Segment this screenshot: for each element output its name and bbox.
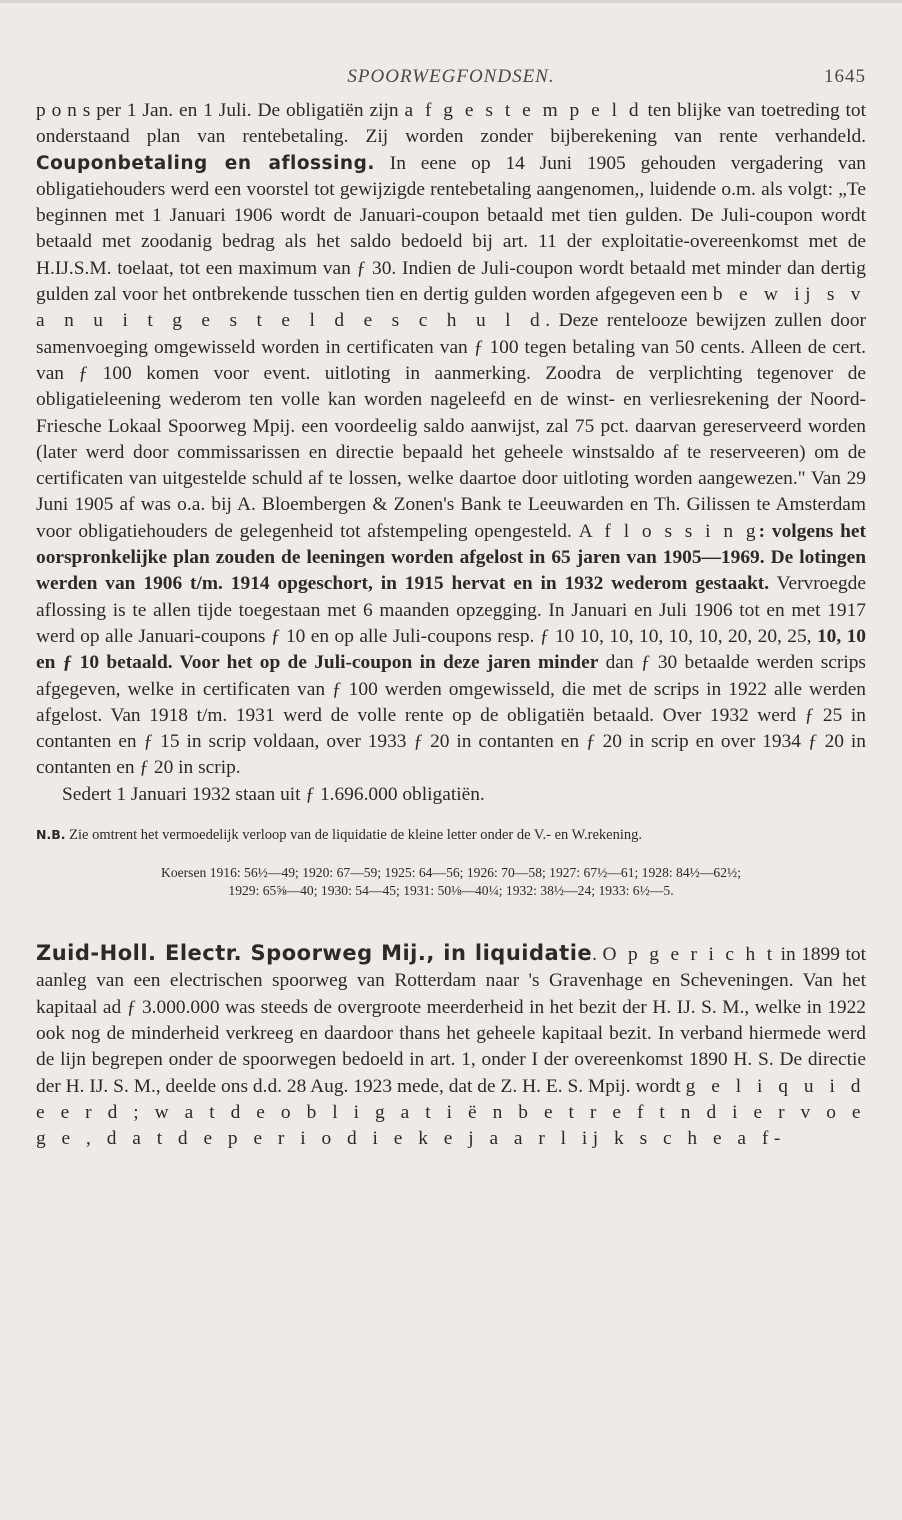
top-border — [0, 0, 902, 3]
text-run: ten blijke van toetreding tot onderstaand plan van rentebetaling. Zij worden zonder bijberekening van rente verhandeld. — [36, 100, 867, 148]
section-paragraph-main — [36, 98, 866, 782]
spaced-emphasis-aflossing: A f l o s s i n g — [578, 520, 759, 542]
koersen-line: 1929: 65⅝—40; 1930: 54—45; 1931: 50⅛—40¼; 1932: 38½—24; 1933: 6½—5. — [228, 883, 674, 899]
subheading-coupon: Couponbetaling en aflossing. — [36, 152, 375, 174]
koersen-line: Koersen 1916: 56½—49; 1920: 67—59; 1925: 64—56; 1926: 70—58; 1927: 67½—61; 1928: 84½—62½; — [161, 865, 741, 881]
text-run: dan ƒ 30 betaalde werden scrips afgegeven, welke in certificaten van ƒ 100 werden omgewisseld, die met de scrips in 1922 alle werden afgelost. Van 1918 t/m. 1931 werd de volle rente op de obligatiën betaald. Over 1932 werd ƒ 25 in contanten en ƒ 15 in scrip voldaan, over 1933 ƒ 20 in contanten en ƒ 20 in scrip en over 1934 ƒ 20 in contanten en ƒ 20 in scrip. — [36, 652, 866, 779]
text-run: In eene op 14 Juni 1905 gehouden vergadering van obligatiehouders werd een voorstel tot gewijzigde rentebetaling aangenomen,, luidende o.m. als volgt: „Te beginnen met 1 Januari 1906 wordt de Januari-coupon betaald met tien gulden. De Juli-coupon wordt betaald met zoodanig bedrag als het saldo bedoeld bij art. 11 der exploitatie-overeenkomst met de H.IJ.S.M. toelaat, tot een maximum van ƒ 30. Indien de Juli-coupon wordt betaald met minder dan dertig gulden zal voor het ontbrekende tusschen tien en dertig gulden worden afgegeven een — [36, 152, 867, 306]
spaced-emphasis: a f g e s t e m p e l d — [404, 100, 642, 121]
text-run: Vervroegde aflossing is te allen tijde toegestaan met 6 maanden opzegging. In Januari en Juli 1906 tot en met 1917 werd op alle Januari-coupons ƒ 10 en op alle Juli-coupons resp. ƒ 10 10, 10, 10, 10, 10, 20, 20, 25, — [36, 573, 866, 647]
bold-text-run: : volgens het oorspronkelijke plan zouden de leeningen worden afgelost in 65 jaren van 1905—1969. De lotingen werden van 1906 t/m. 1914 opgeschort, in 1915 hervat en in 1932 wederom gestaakt. — [36, 520, 866, 595]
page-number: 1645 — [824, 66, 866, 87]
text-run: . — [592, 944, 603, 966]
text-run: p o n s per 1 Jan. en 1 Juli. De obligatiën zijn — [36, 100, 405, 121]
note-text: Zie omtrent het vermoedelijk verloop van de liquidatie de kleine letter onder de V.- en W.rekening. — [65, 827, 642, 844]
paragraph-outstanding: Sedert 1 Januari 1932 staan uit ƒ 1.696.000 obligatiën. — [62, 783, 485, 805]
text-run: in 1899 tot aanleg van een electrischen spoorweg van Rotterdam naar 's Gravenhage en Scheveningen. Van het kapitaal ad ƒ 3.000.000 was steeds de overgroote meerderheid in het bezit der H. IJ. S. M., welke in 1922 ook nog de minderheid verkreeg en daardoor thans het geheele kapitaal bezit. In verband hiermede werd de lijn begrepen onder de spoorwegen bedoeld in art. 1, onder I der overeenkomst 1890 H. S. De directie der H. IJ. S. M., deelde ons d.d. 28 Aug. 1923 mede, dat de Z. H. E. S. Mpij. wordt — [36, 944, 866, 1097]
note-tag: N.B. — [36, 827, 66, 843]
spaced-emphasis: b e w ij s v a n u i t g e s t e l d e s c h u l d — [36, 284, 866, 332]
text-run: . Deze rentelooze bewijzen zullen door samenvoeging omgewisseld worden in certificaten van ƒ 100 tegen betaling van 50 cents. Alleen de cert. van ƒ 100 komen voor event. uitloting in aanmerking. Zoodra de verplichting tegenover de obligatieleening wederom ten volle kan worden nageleefd en de winst- en verliesrekening der Noord-Friesche Lokaal Spoorweg Mpij. een voordeelig saldo aanwijst, zal 75 pct. daarvan gereserveerd worden (later werd door commissarissen en directie bepaald het geheele winstsaldo af te reserveeren) om de certificaten van uitgestelde schuld af te lossen, welke daartoe door uitloting worden aangewezen." Van 29 Juni 1905 af was o.a. bij A. Bloembergen & Zonen's Bank te Leeuwarden en Th. Gilissen te Amsterdam voor obligatiehouders de gelegenheid tot afstempeling opengesteld. — [36, 310, 867, 542]
running-title: SPOORWEGFONDSEN. — [347, 66, 555, 87]
spaced-emphasis: O p g e r i c h t — [602, 944, 776, 966]
company-name: Zuid-Holl. Electr. Spoorweg Mij., in liquidatie — [36, 941, 593, 966]
bold-text-run: 10, 10 en ƒ 10 betaald. Voor het op de Juli-coupon in deze jaren minder — [36, 625, 866, 674]
running-header — [36, 58, 866, 98]
spaced-emphasis: g e l i q u i d e e r d ; w a t d e o b l i g a t i ë n b e t r e f t n d i e r v o e g e , d a t d e p e r i o d i e k e j a a r l ij k s c h e a f- — [36, 1075, 866, 1150]
section-zuid-holland — [36, 940, 866, 1152]
note-paragraph — [36, 826, 866, 844]
koersen-block — [36, 864, 866, 900]
